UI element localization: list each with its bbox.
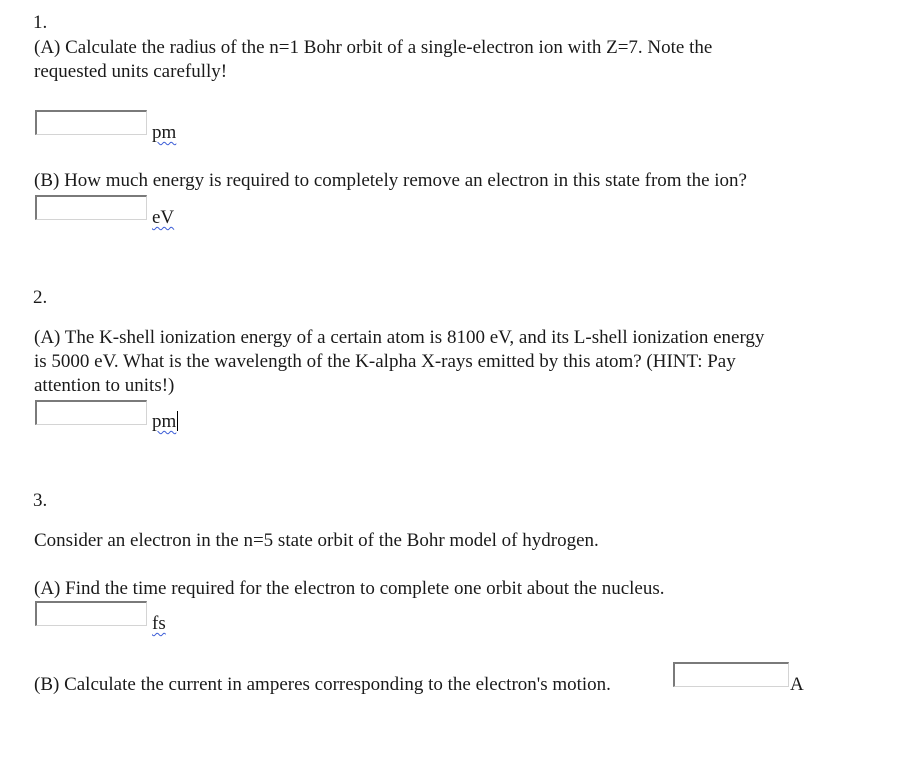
question-1b-answer-input[interactable] [35, 195, 147, 220]
question-2a-text-line-1: (A) The K-shell ionization energy of a certain atom is 8100 eV, and its L-shell ionization energy [34, 327, 765, 348]
question-3a-text: (A) Find the time required for the electron to complete one orbit about the nucleus. [34, 578, 665, 599]
question-3-number: 3. [33, 490, 48, 511]
question-2-number: 2. [33, 287, 48, 308]
question-1b-unit: eV [152, 207, 175, 228]
question-2a-text-line-3: attention to units!) [34, 375, 175, 396]
question-3-intro: Consider an electron in the n=5 state orbit of the Bohr model of hydrogen. [34, 530, 599, 551]
question-3a-answer-input[interactable] [35, 601, 147, 626]
question-1-number: 1. [33, 12, 48, 33]
question-3b-answer-input[interactable] [673, 662, 789, 687]
question-3b-text: (B) Calculate the current in amperes corresponding to the electron's motion. [34, 674, 611, 695]
question-1a-text-line-1: (A) Calculate the radius of the n=1 Bohr orbit of a single-electron ion with Z=7. Note the [34, 37, 713, 58]
question-2a-unit: pm [152, 411, 177, 432]
question-2a-unit-wrap [152, 411, 178, 433]
question-1b-text: (B) How much energy is required to completely remove an electron in this state from the ion? [34, 170, 747, 191]
question-1a-unit: pm [152, 122, 177, 143]
question-2a-text-line-2: is 5000 eV. What is the wavelength of the K-alpha X-rays emitted by this atom? (HINT: Pay [34, 351, 736, 372]
question-3a-unit: fs [152, 613, 166, 634]
question-2a-answer-input[interactable] [35, 400, 147, 425]
question-1a-answer-input[interactable] [35, 110, 147, 135]
question-1a-text-line-2: requested units carefully! [34, 61, 228, 82]
question-3b-unit: A [790, 674, 804, 695]
text-cursor [177, 411, 178, 431]
